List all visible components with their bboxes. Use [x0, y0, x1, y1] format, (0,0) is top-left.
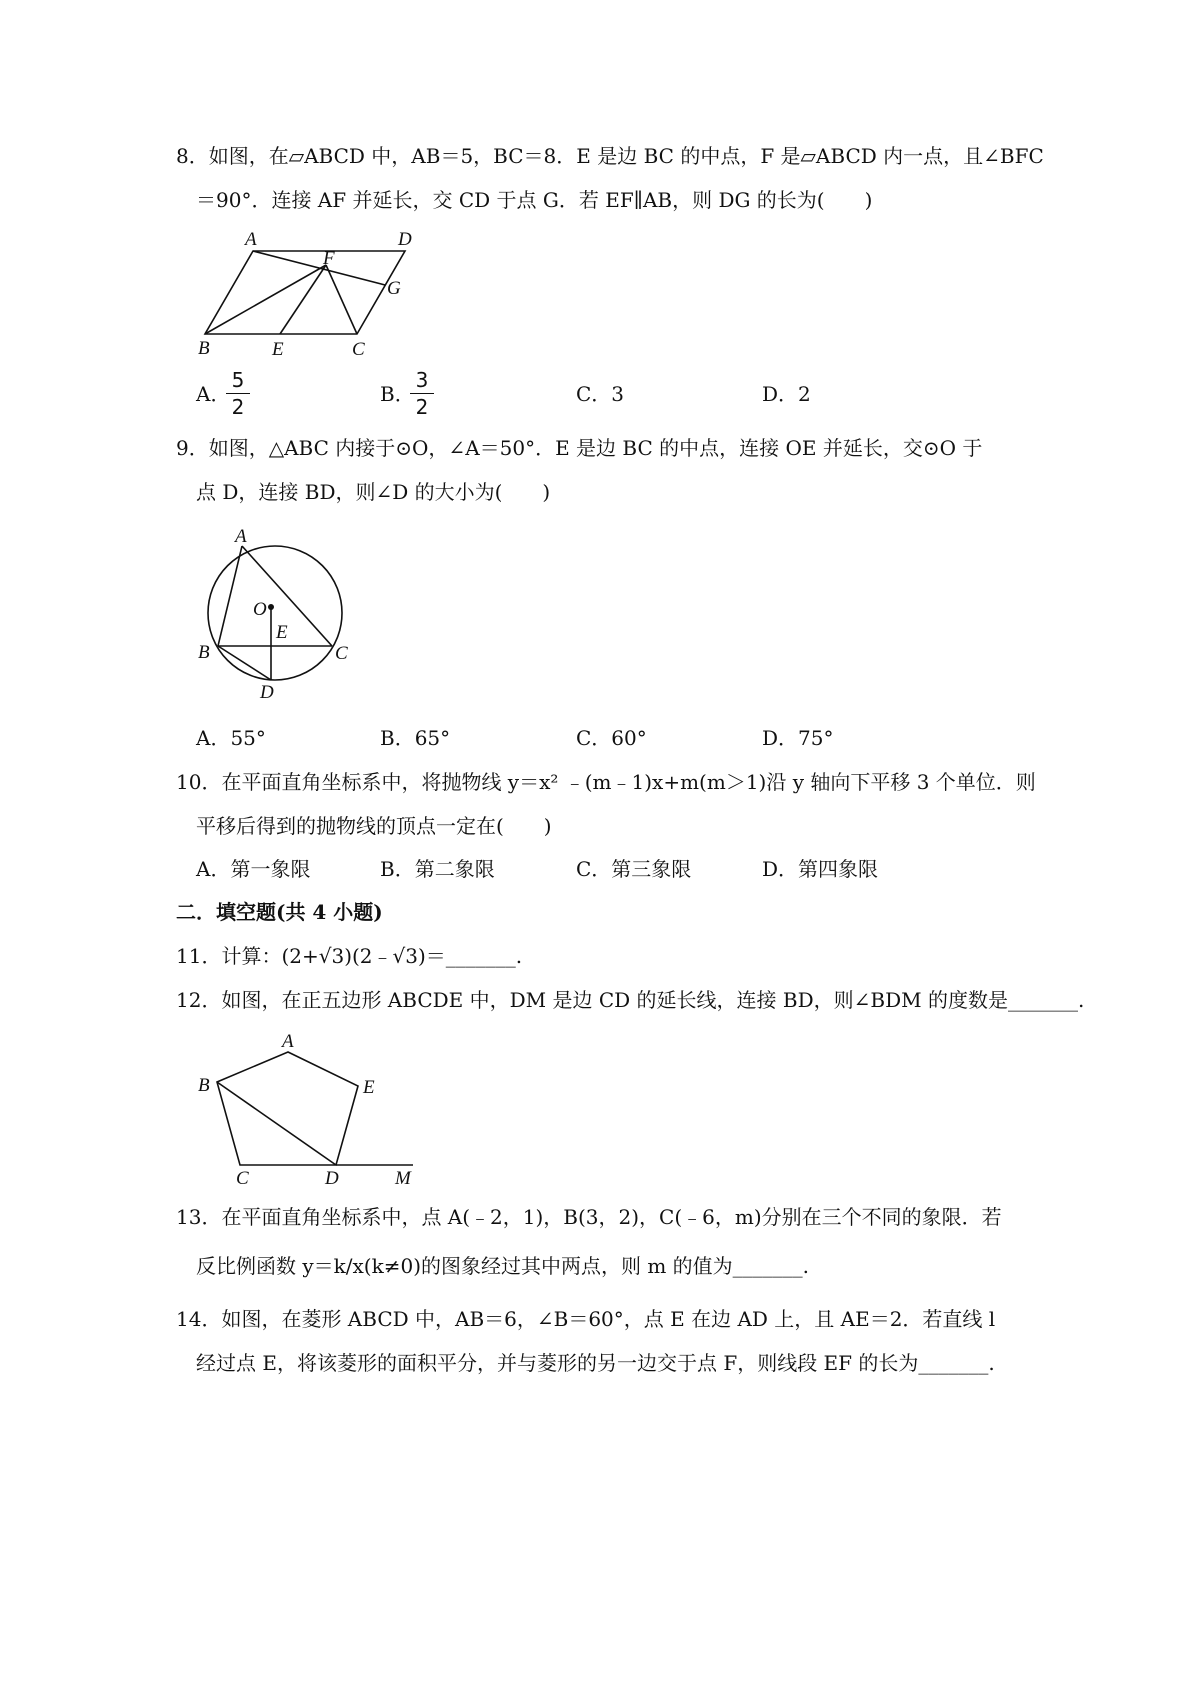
q9-text-line1: 9．如图，△ABC 内接于⊙O，∠A＝50°．E 是边 BC 的中点，连接 OE 并延长，交⊙O 于 — [176, 436, 983, 460]
q12-label-c: C — [236, 1168, 249, 1189]
q8-option-b-fraction — [410, 368, 434, 419]
q9-circle-figure — [190, 525, 365, 705]
q9-option-a: A．55° — [196, 726, 266, 750]
q8-option-a-prefix: A． — [196, 382, 231, 406]
q10-option-b: B．第二象限 — [380, 857, 495, 881]
q9-label-b: B — [198, 642, 210, 663]
q8-option-b-denominator: 2 — [415, 395, 429, 419]
q10-option-d: D．第四象限 — [762, 857, 879, 881]
q8-label-e: E — [272, 339, 284, 360]
q10-text-line2: 平移后得到的抛物线的顶点一定在( ) — [196, 814, 552, 838]
q9-text-line2: 点 D，连接 BD，则∠D 的大小为( ) — [196, 480, 551, 504]
q11-text: 11．计算：(2+√3)(2﹣√3)＝_______. — [176, 944, 523, 968]
q9-label-c: C — [335, 643, 348, 664]
q12-pentagon-figure — [195, 1030, 425, 1190]
q8-label-c: C — [352, 339, 365, 360]
q9-label-e: E — [276, 622, 288, 643]
q13-text-line1: 13．在平面直角坐标系中，点 A(﹣2，1)，B(3，2)，C(﹣6，m)分别在三个不同的象限．若 — [176, 1205, 1002, 1229]
q12-label-d: D — [325, 1168, 339, 1189]
q8-text-line2: ＝90°．连接 AF 并延长，交 CD 于点 G．若 EF∥AB，则 DG 的长为( ) — [196, 188, 873, 212]
q10-option-c: C．第三象限 — [576, 857, 692, 881]
q10-option-a: A．第一象限 — [196, 857, 311, 881]
q8-option-b-fraction-bar — [410, 393, 434, 394]
section-title-fill-in: 二．填空题(共 4 小题) — [176, 900, 383, 924]
q8-option-a-fraction — [226, 368, 250, 419]
q9-option-d: D．75° — [762, 726, 834, 750]
q8-option-b-prefix: B． — [380, 382, 415, 406]
q12-label-b: B — [198, 1075, 210, 1096]
q8-label-a: A — [245, 229, 257, 250]
q8-label-b: B — [198, 338, 210, 359]
q13-text-line2: 反比例函数 y＝k/x(k≠0)的图象经过其中两点，则 m 的值为_______. — [196, 1254, 810, 1278]
q9-label-d: D — [260, 682, 274, 703]
q8-option-c: C．3 — [576, 382, 625, 406]
q14-text-line2: 经过点 E，将该菱形的面积平分，并与菱形的另一边交于点 F，则线段 EF 的长为_______. — [196, 1351, 995, 1375]
q9-label-o: O — [253, 599, 267, 620]
q10-text-line1: 10．在平面直角坐标系中，将抛物线 y＝x² ﹣(m﹣1)x+m(m＞1)沿 y 轴向下平移 3 个单位．则 — [176, 770, 1036, 794]
q8-parallelogram-figure — [195, 228, 425, 363]
q9-center-dot — [268, 604, 274, 610]
q9-option-c: C．60° — [576, 726, 647, 750]
q12-label-m: M — [395, 1168, 411, 1189]
q12-label-e: E — [363, 1077, 375, 1098]
q9-label-a: A — [235, 526, 247, 547]
q14-text-line1: 14．如图，在菱形 ABCD 中，AB＝6，∠B＝60°，点 E 在边 AD 上，且 AE＝2．若直线 l — [176, 1307, 996, 1331]
q8-option-a-denominator: 2 — [231, 395, 245, 419]
q8-label-d: D — [398, 229, 412, 250]
q8-label-f: F — [323, 248, 335, 269]
q8-option-d: D．2 — [762, 382, 811, 406]
q9-option-b: B．65° — [380, 726, 451, 750]
q12-label-a: A — [282, 1031, 294, 1052]
q8-option-b-numerator: 3 — [415, 368, 429, 392]
q8-text-line1: 8．如图，在▱ABCD 中，AB＝5，BC＝8．E 是边 BC 的中点，F 是▱ABCD 内一点，且∠BFC — [176, 144, 1044, 168]
q8-label-g: G — [387, 278, 401, 299]
q12-text: 12．如图，在正五边形 ABCDE 中，DM 是边 CD 的延长线，连接 BD，则∠BDM 的度数是_______. — [176, 988, 1085, 1012]
q8-option-a-numerator: 5 — [231, 368, 245, 392]
q8-option-a-fraction-bar — [226, 393, 250, 394]
